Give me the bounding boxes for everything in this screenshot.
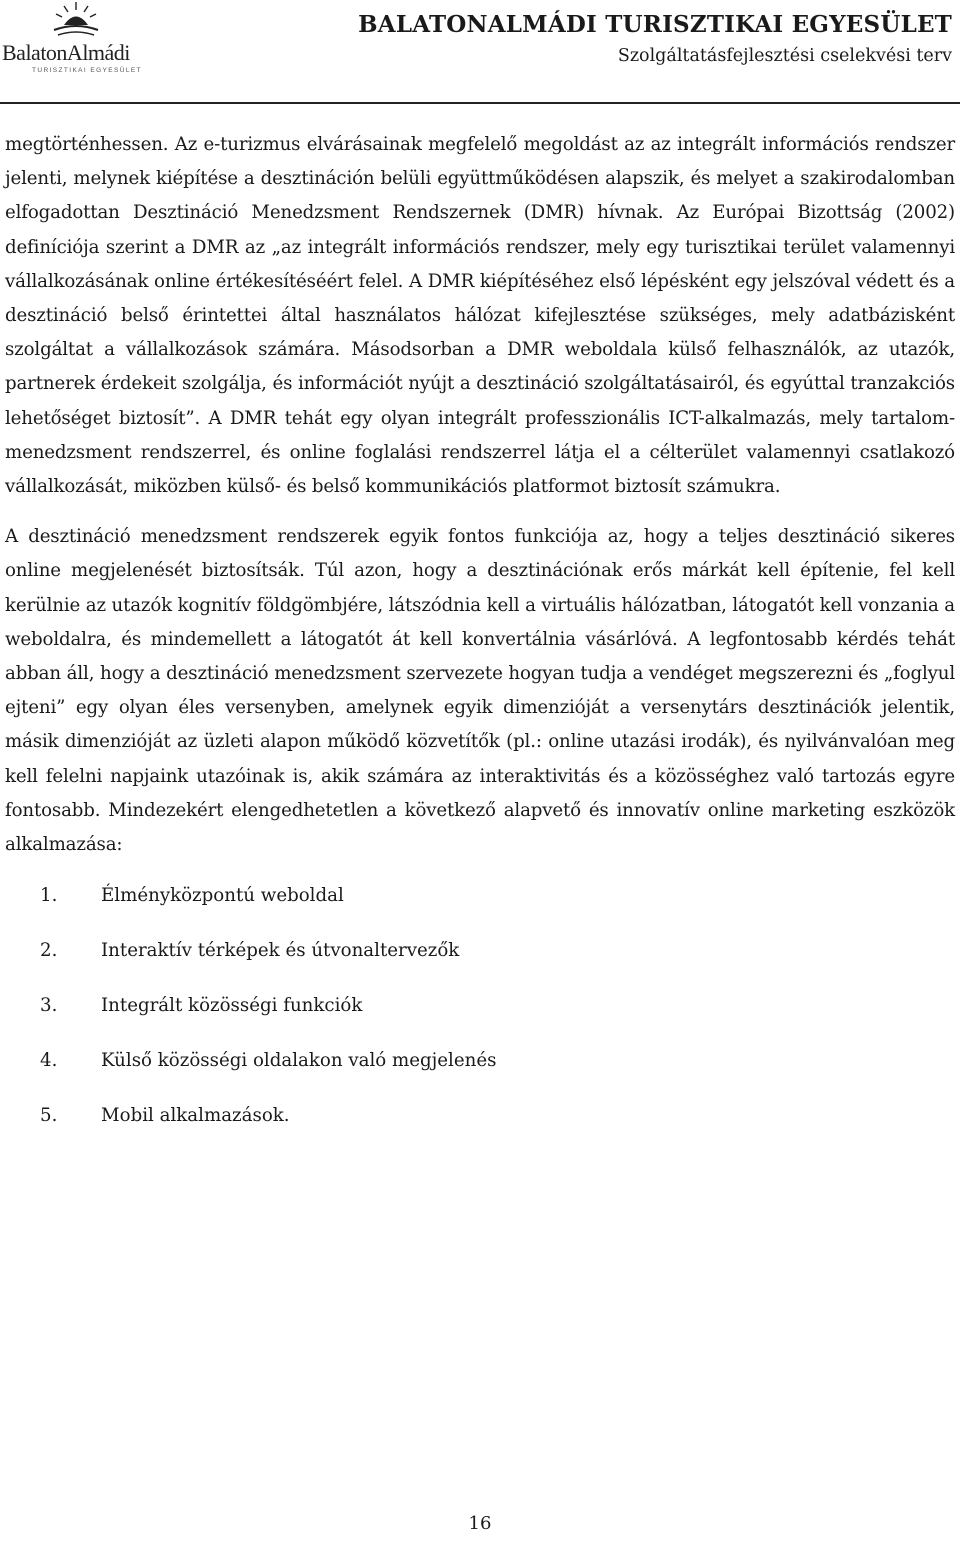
list-item [5,940,955,962]
organization-title: BALATONALMÁDI TURISZTIKAI EGYESÜLET [358,11,952,38]
list-item-number: 2. [40,940,58,962]
document-title: Szolgáltatásfejlesztési cselekvési terv [617,46,952,66]
paragraph: megtörténhessen. Az e-turizmus elvárásainak megfelelő megoldást az az integrált információs rendszer jelenti, melynek kiépítése a desztináción belüli együttműködésen alapszik, és melyet a szakirodalomban elfogadottan Desztináció Menedzsment Rendszernek (DMR) hívnak. Az Európai Bizottság (2002) definíciója szerint a DMR az „az integrált információs rendszer, mely egy turisztikai terület valamennyi vállalkozásának online értékesítéséért felel. A DMR kiépítéséhez első lépésként egy jelszóval védett és a desztináció belső érintettei által használatos hálózat kifejlesztése szükséges, mely adatbázisként szolgáltat a vállalkozások számára. Másodsorban a DMR weboldala külső felhasználók, az utazók, partnerek érdekeit szolgálja, és információt nyújt a desztináció szolgáltatásairól, és egyúttal tranzakciós lehetőséget biztosít”. A DMR tehát egy olyan integrált professzionális ICT-alkalmazás, mely tartalom-menedzsment rendszerrel, és online foglalási rendszerrel látja el a célterület valamennyi csatlakozó vállalkozását, miközben külső- és belső kommunikációs platformot biztosít számukra. [5,134,955,498]
paragraph: A desztináció menedzsment rendszerek egyik fontos funkciója az, hogy a teljes desztináció sikeres online megjelenését biztosítsák. Túl azon, hogy a desztinációnak erős márkát kell építenie, fel kell kerülnie az utazók kognitív földgömbjére, látszódnia kell a virtuális hálózatban, látogatót kell vonzania a weboldalra, és mindemellett a látogatót át kell konvertálnia vásárlóvá. A legfontosabb kérdés tehát abban áll, hogy a desztináció menedzsment szervezete hogyan tudja a vendéget megszerezni és „foglyul ejteni” egy olyan éles versenyben, amelynek egyik dimenzióját a versenytárs desztinációk jelentik, másik dimenzióját az üzleti alapon működő közvetítők (pl.: online utazási irodák), és nyilvánvalóan meg kell felelni napjaink utazóinak is, akik számára az interaktivitás és a közösséghez való tartozás egyre fontosabb. Mindezekért elengedhetetlen a következő alapvető és innovatív online marketing eszközök alkalmazása: [5,526,955,856]
list-item [5,1050,955,1072]
logo-subtitle: TURISZTIKAI EGYESÜLET [32,67,142,74]
numbered-list [5,885,955,1127]
logo-wordmark: BalatonAlmádi [2,40,130,65]
list-item-text: Mobil alkalmazások. [101,1105,290,1127]
list-item-number: 4. [40,1050,58,1072]
list-item-number: 5. [40,1105,58,1127]
sun-reed-emblem-icon [46,0,106,40]
page-header [0,0,960,110]
list-item-text: Interaktív térképek és útvonaltervezők [101,940,460,962]
list-item-text: Élményközpontú weboldal [101,885,344,907]
list-item-text: Integrált közösségi funkciók [101,995,363,1017]
page-body [5,128,955,1160]
logo [2,0,172,80]
page-number: 16 [468,1513,492,1534]
header-divider [0,102,960,104]
list-item-text: Külső közösségi oldalakon való megjelenés [101,1050,497,1072]
list-item-number: 1. [40,885,58,907]
list-item [5,995,955,1017]
list-item [5,1105,955,1127]
list-item [5,885,955,907]
list-item-number: 3. [40,995,58,1017]
